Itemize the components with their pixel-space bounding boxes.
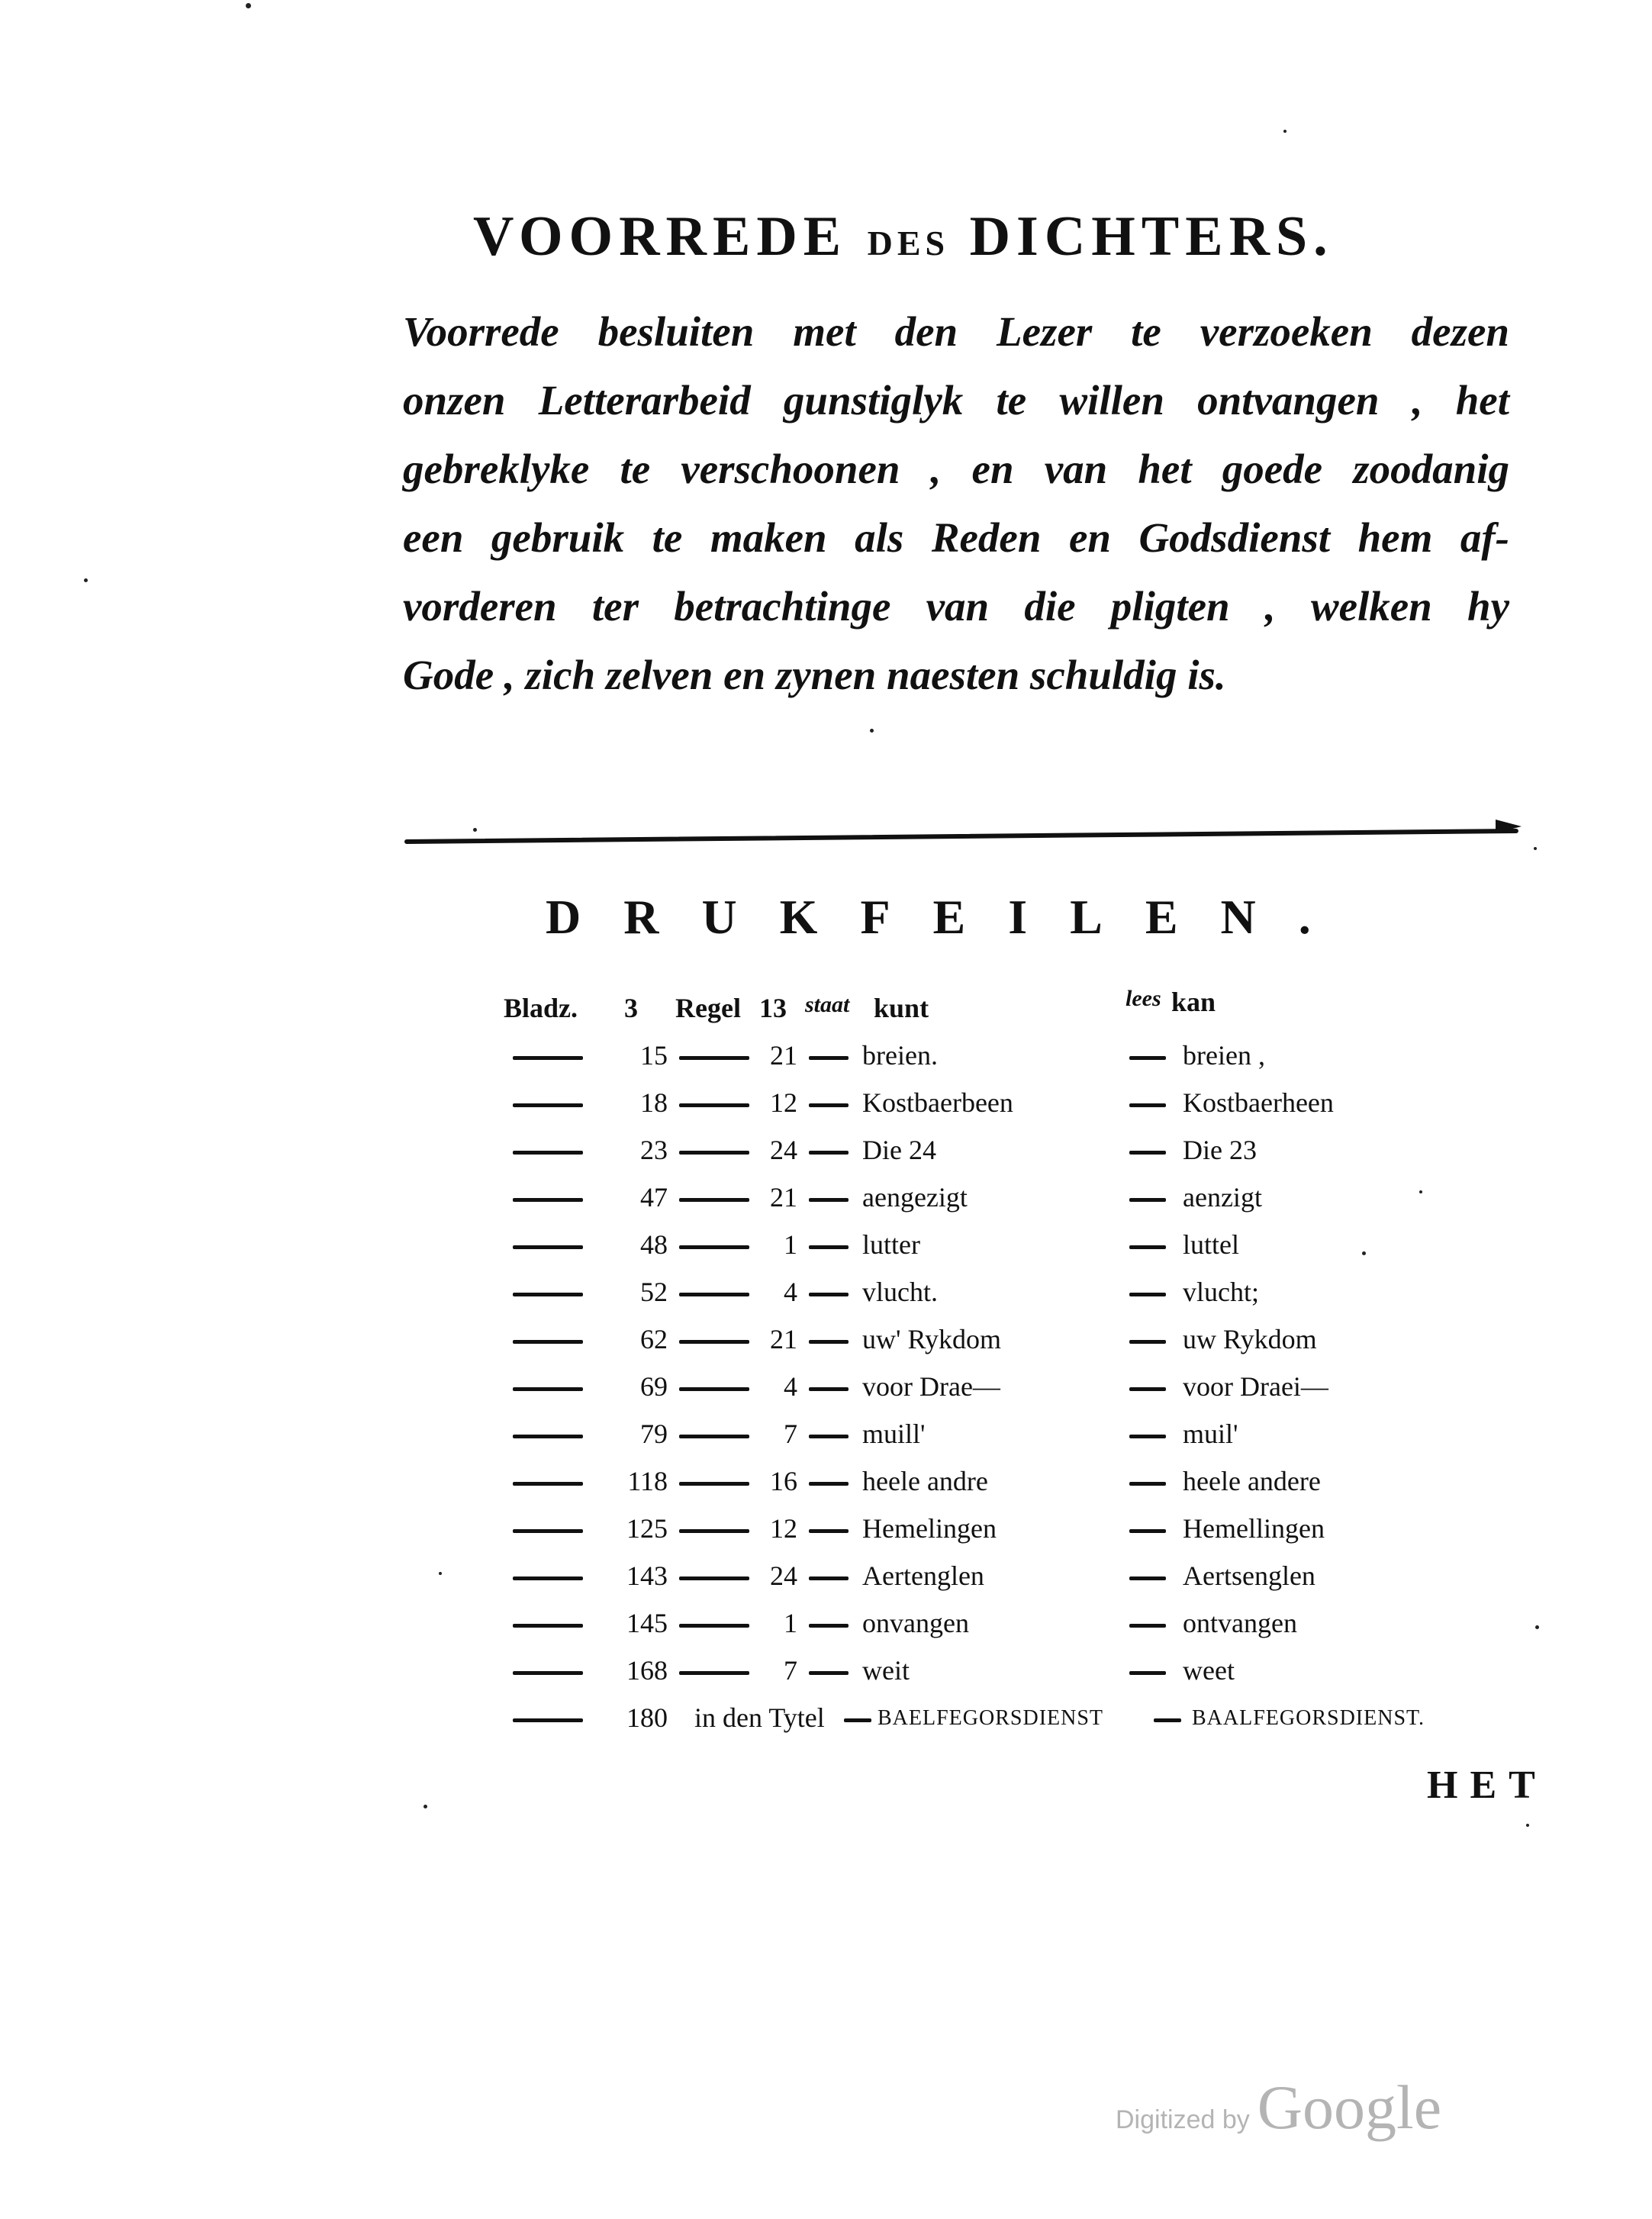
- ditto-dash: [513, 1671, 583, 1675]
- digitized-watermark: [1116, 2072, 1441, 2143]
- ditto-dash: [1129, 1103, 1166, 1107]
- preface-line: gebreklyke te verschoonen , en van het goede zoodanig: [403, 446, 1509, 492]
- title-word-dichters: DICHTERS.: [969, 205, 1334, 268]
- errata-line: 24: [770, 1560, 797, 1591]
- errata-row: [496, 1560, 1488, 1607]
- ditto-dash: [513, 1435, 583, 1438]
- errata-wrong: onvangen: [862, 1608, 969, 1638]
- scan-speck: [870, 729, 874, 733]
- errata-wrong: voor Drae—: [862, 1371, 1000, 1402]
- errata-wrong: uw' Rykdom: [862, 1324, 1002, 1354]
- errata-right: Aertsenglen: [1183, 1560, 1315, 1591]
- errata-right: muil': [1183, 1419, 1238, 1449]
- catchword: HET: [1427, 1763, 1547, 1807]
- errata-line: 1: [784, 1608, 797, 1638]
- scan-speck: [423, 1805, 427, 1808]
- ditto-dash: [809, 1056, 849, 1060]
- errata-wrong: heele andre: [862, 1466, 988, 1496]
- errata-right: Kostbaerheen: [1183, 1087, 1334, 1118]
- ditto-dash: [679, 1576, 749, 1580]
- ditto-dash: [513, 1151, 583, 1155]
- errata-right: vlucht;: [1183, 1277, 1259, 1307]
- header-bladz: Bladz.: [504, 993, 578, 1023]
- title-word-des: DES: [867, 224, 950, 262]
- errata-page: 168: [626, 1655, 668, 1686]
- ditto-dash: [1154, 1718, 1181, 1722]
- errata-row: [496, 1276, 1488, 1323]
- errata-line: 16: [770, 1466, 797, 1496]
- ditto-dash: [513, 1340, 583, 1344]
- errata-right: aenzigt: [1183, 1182, 1262, 1213]
- page-title: [473, 205, 1427, 269]
- ditto-dash: [513, 1245, 583, 1249]
- preface-paragraph: [403, 298, 1509, 710]
- ditto-dash: [809, 1624, 849, 1628]
- ditto-dash: [809, 1529, 849, 1533]
- ditto-dash: [513, 1198, 583, 1202]
- errata-page: 145: [626, 1608, 668, 1638]
- errata-page: 52: [640, 1277, 668, 1307]
- ditto-dash: [679, 1340, 749, 1344]
- errata-row: [496, 1654, 1488, 1702]
- scan-speck: [246, 3, 251, 8]
- header-staat: staat: [805, 992, 850, 1017]
- header-page: 3: [624, 993, 638, 1023]
- ditto-dash: [679, 1198, 749, 1202]
- errata-row: [496, 1418, 1488, 1465]
- ditto-dash: [679, 1293, 749, 1296]
- errata-page: 180: [626, 1702, 668, 1733]
- errata-line: 7: [784, 1419, 797, 1449]
- errata-row: [496, 1181, 1488, 1229]
- errata-wrong: muill': [862, 1419, 926, 1449]
- ditto-dash: [1129, 1198, 1166, 1202]
- errata-wrong: breien.: [862, 1040, 938, 1071]
- google-logo: Google: [1257, 2072, 1442, 2142]
- ditto-dash: [809, 1576, 849, 1580]
- ditto-dash: [679, 1245, 749, 1249]
- errata-right: Die 23: [1183, 1135, 1257, 1165]
- ditto-dash: [1129, 1293, 1166, 1296]
- errata-page: 69: [640, 1371, 668, 1402]
- ditto-dash: [679, 1056, 749, 1060]
- errata-page: 143: [626, 1560, 668, 1591]
- errata-wrong: vlucht.: [862, 1277, 938, 1307]
- ditto-dash: [679, 1151, 749, 1155]
- errata-heading: DRUKFEILEN.: [546, 890, 1354, 944]
- ditto-dash: [809, 1103, 849, 1107]
- errata-row: [496, 1512, 1488, 1560]
- errata-row: [496, 1323, 1488, 1370]
- errata-wrong: BAELFEGORSDIENST: [878, 1706, 1104, 1730]
- errata-wrong: lutter: [862, 1229, 920, 1260]
- errata-right: ontvangen: [1183, 1608, 1297, 1638]
- errata-row: [496, 1229, 1488, 1276]
- ditto-dash: [809, 1387, 849, 1391]
- errata-location-text: in den Tytel: [694, 1702, 825, 1733]
- ditto-dash: [809, 1340, 849, 1344]
- ditto-dash: [513, 1056, 583, 1060]
- ditto-dash: [844, 1718, 871, 1722]
- errata-row: [496, 1607, 1488, 1654]
- watermark-text: Digitized by: [1116, 2105, 1250, 2134]
- ditto-dash: [1129, 1435, 1166, 1438]
- ditto-dash: [679, 1387, 749, 1391]
- ditto-dash: [513, 1624, 583, 1628]
- errata-wrong: aengezigt: [862, 1182, 968, 1213]
- errata-right: BAALFEGORSDIENST.: [1192, 1706, 1425, 1730]
- scan-speck: [1535, 1625, 1539, 1629]
- errata-wrong: Hemelingen: [862, 1513, 997, 1544]
- divider-arrow-icon: [1496, 820, 1522, 833]
- ditto-dash: [809, 1151, 849, 1155]
- ditto-dash: [1129, 1529, 1166, 1533]
- ditto-dash: [513, 1718, 583, 1722]
- errata-line: 1: [784, 1229, 797, 1260]
- header-lees: lees: [1125, 986, 1161, 1011]
- ditto-dash: [809, 1198, 849, 1202]
- header-wrong-word: kunt: [874, 993, 929, 1023]
- ditto-dash: [809, 1482, 849, 1486]
- ditto-dash: [1129, 1624, 1166, 1628]
- errata-line: 12: [770, 1087, 797, 1118]
- preface-line: onzen Letterarbeid gunstiglyk te willen ontvangen , het: [403, 377, 1509, 424]
- errata-right: voor Draei—: [1183, 1371, 1328, 1402]
- errata-right: weet: [1183, 1655, 1235, 1686]
- ditto-dash: [513, 1482, 583, 1486]
- errata-wrong: Kostbaerbeen: [862, 1087, 1013, 1118]
- errata-line: 4: [784, 1277, 797, 1307]
- errata-line: 4: [784, 1371, 797, 1402]
- scan-speck: [1534, 847, 1537, 850]
- ditto-dash: [1129, 1245, 1166, 1249]
- section-divider-rule: [404, 829, 1518, 844]
- errata-line: 21: [770, 1040, 797, 1071]
- ditto-dash: [679, 1671, 749, 1675]
- ditto-dash: [679, 1482, 749, 1486]
- errata-line: 12: [770, 1513, 797, 1544]
- ditto-dash: [1129, 1482, 1166, 1486]
- header-line: 13: [759, 993, 787, 1023]
- errata-right: uw Rykdom: [1183, 1324, 1317, 1354]
- ditto-dash: [513, 1387, 583, 1391]
- errata-wrong: Die 24: [862, 1135, 936, 1165]
- ditto-dash: [1129, 1387, 1166, 1391]
- errata-right: heele andere: [1183, 1466, 1321, 1496]
- ditto-dash: [1129, 1151, 1166, 1155]
- scan-speck: [1526, 1824, 1529, 1827]
- errata-page: 62: [640, 1324, 668, 1354]
- preface-line: vorderen ter betrachtinge van die pligten , welken hy: [403, 583, 1509, 630]
- errata-page: 15: [640, 1040, 668, 1071]
- scan-speck: [84, 578, 88, 582]
- preface-line: Voorrede besluiten met den Lezer te verzoeken dezen: [403, 308, 1509, 355]
- ditto-dash: [809, 1293, 849, 1296]
- ditto-dash: [513, 1529, 583, 1533]
- errata-right: luttel: [1183, 1229, 1239, 1260]
- errata-line: 21: [770, 1324, 797, 1354]
- errata-page: 18: [640, 1087, 668, 1118]
- scan-speck: [439, 1572, 442, 1575]
- errata-line: 24: [770, 1135, 797, 1165]
- errata-page: 79: [640, 1419, 668, 1449]
- errata-row: [496, 1465, 1488, 1512]
- errata-wrong: weit: [862, 1655, 910, 1686]
- ditto-dash: [679, 1624, 749, 1628]
- errata-wrong: Aertenglen: [862, 1560, 984, 1591]
- errata-row: [496, 1370, 1488, 1418]
- errata-row: [496, 1134, 1488, 1181]
- errata-row: [496, 1087, 1488, 1134]
- ditto-dash: [679, 1529, 749, 1533]
- ditto-dash: [513, 1576, 583, 1580]
- preface-line: Gode , zich zelven en zynen naesten schuldig is.: [403, 652, 1226, 698]
- ditto-dash: [513, 1103, 583, 1107]
- ditto-dash: [1129, 1576, 1166, 1580]
- ditto-dash: [1129, 1340, 1166, 1344]
- errata-right: breien ,: [1183, 1040, 1265, 1071]
- errata-page: 23: [640, 1135, 668, 1165]
- ditto-dash: [809, 1245, 849, 1249]
- scan-speck: [1283, 130, 1286, 133]
- ditto-dash: [1129, 1671, 1166, 1675]
- scan-speck: [473, 828, 477, 832]
- errata-row-title: [496, 1702, 1488, 1749]
- errata-page: 118: [627, 1466, 668, 1496]
- errata-right: Hemellingen: [1183, 1513, 1325, 1544]
- errata-line: 21: [770, 1182, 797, 1213]
- errata-header-row: [496, 986, 1488, 1035]
- ditto-dash: [809, 1671, 849, 1675]
- ditto-dash: [809, 1435, 849, 1438]
- ditto-dash: [679, 1103, 749, 1107]
- title-word-voorrede: VOORREDE: [473, 205, 848, 268]
- ditto-dash: [513, 1293, 583, 1296]
- errata-page: 47: [640, 1182, 668, 1213]
- header-regel: Regel: [675, 993, 741, 1023]
- errata-page: 125: [626, 1513, 668, 1544]
- header-right-word: kan: [1171, 987, 1216, 1017]
- ditto-dash: [1129, 1056, 1166, 1060]
- errata-page: 48: [640, 1229, 668, 1260]
- errata-line: 7: [784, 1655, 797, 1686]
- preface-line: een gebruik te maken als Reden en Godsdienst hem af-: [403, 514, 1509, 561]
- ditto-dash: [679, 1435, 749, 1438]
- errata-row: [496, 1039, 1488, 1087]
